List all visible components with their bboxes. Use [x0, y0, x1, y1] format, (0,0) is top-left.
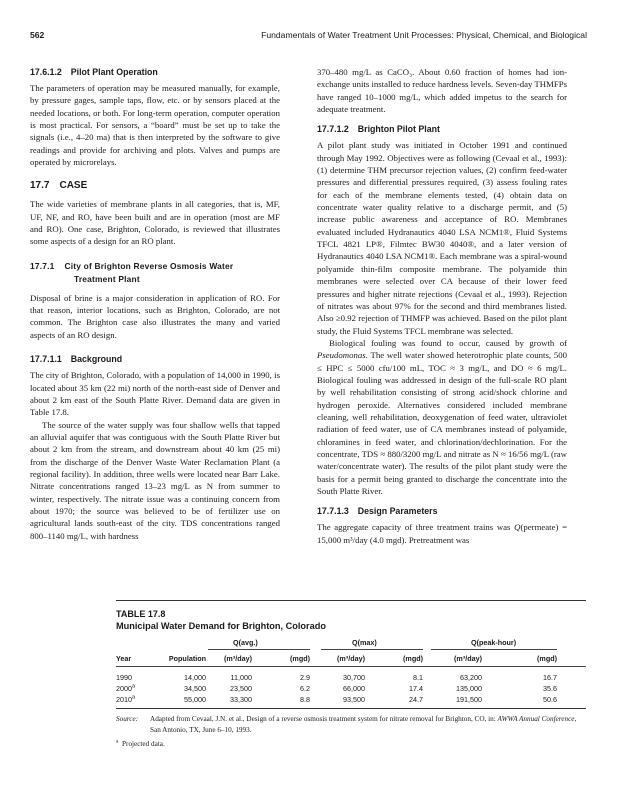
table-cell-avg-m3: 11,000 [230, 673, 252, 682]
col-header-avg-mgd: (mgd) [290, 654, 310, 663]
table-cell-peak-mgd: 16.7 [543, 673, 557, 682]
paragraph-pilot-plant-operation: The parameters of operation may be measured manually, for example, by pressure gages, sample taps, flow, etc. or by sensors placed at the needed locations, or both. For long-term operation, computer operation is most practical. For sensors, a “board” must be set up to take the signals (i.e., 4–20 ma) that is then interpreted by the software to give readings and provide for archiving and plots. Valves and pumps are operated by microrelays. [30, 83, 280, 168]
table-cell-peak-m3: 135,000 [456, 684, 482, 693]
col-header-population: Population [168, 654, 206, 663]
header-rule [116, 666, 586, 667]
table-cell-year: 2010$^a$ [116, 694, 136, 704]
paragraph-pilot-study: A pilot plant study was initiated in October 1991 and continued through May 1992. Objectives were as following (Cevaal et al., 1993): (1) determine THM precursor rejection values, (2) confirm feed-water pressures and differential pressures required, (3) assess fouling rates for each of the membrane elements tested, (4) obtain data on concentrate water quality relative to a discharge permit, and (5) increase public awareness and acceptance of RO. Membranes evaluated included Hydranautics 4040 LSA NCM1®, Fluid Systems TFCL 4821 LP®, Filmtec BW30 4040®, and a later version of Hydranautics 4040 LSA NCM1®. Each membrane was a spiral-wound polyamide thin-film composite membrane. The polyamide thin membranes were selected over CA because of their lower feed pressures and higher nitrate rejections (Cevaal et al., 1993). Rejection of nitrates was about 97% for the second and third membranes listed. Also ≥0.92 rejection of THMFP was achieved. Based on the pilot plant study, the Fluid Systems TFCL membrane was selected. [317, 140, 567, 336]
group-underline-peak [431, 649, 557, 650]
col-header-year: Year [116, 654, 132, 663]
section-heading-17-7: 17.7 CASE [30, 180, 88, 192]
table-title: Municipal Water Demand for Brighton, Colorado [116, 621, 326, 631]
group-header-q-avg: Q(avg.) [233, 638, 258, 647]
table-cell-avg-m3: 33,300 [230, 695, 252, 704]
paragraph-brine-disposal: Disposal of brine is a major consideration in application of RO. For that reason, interior locations, such as Brighton, Colorado, are not common. The Brighton case also illustrates the many and varied aspects of an RO design. [30, 292, 280, 340]
table-cell-peak-m3: 191,500 [456, 695, 482, 704]
paragraph-hardness: 370–480 mg/L as CaCO₃. About 0.60 fraction of homes had ion-exchange units installed to reduce hardness levels. Seven-day THMFPs have ranged 10–1000 mg/L, which added impetus to the search for adequate treatment. [317, 67, 567, 115]
col-header-peak-m3: (m³/day) [454, 654, 482, 663]
table-cell-max-mgd: 8.1 [413, 673, 423, 682]
paragraph-water-supply: The source of the water supply was four shallow wells that tapped an alluvial aquifer that was contiguous with the South Platte River but about 2 km from the stream, and downstream about 40 km (25 mi) from the discharge of the Denver Waste Water Reclamation Plant (a regional facility). In addition, three wells were located near Barr Lake. Nitrate concentrations ranged 13–23 mg/L as N from summer to winter, respectively. The nitrate issue was a continuing concern from about 1970; the source was believed to be of fertilizer use on agricultural lands south-east of the city. TDS concentrations ranged 800–1140 mg/L, with hardness [30, 419, 280, 541]
table-top-rule [116, 600, 586, 601]
section-heading-17-7-1-3: 17.7.1.3 Design Parameters [317, 506, 438, 517]
group-underline-max [321, 649, 423, 650]
table-cell-avg-mgd: 2.9 [300, 673, 310, 682]
paragraph-case: The wide varieties of membrane plants in all categories, that is, MF, UF, NF, and RO, have been built and are in operation (most are MF and RO). One case, Brighton, Colorado, is reviewed that illustrates some aspects of a design for an RO plant. [30, 199, 280, 247]
section-heading-17-7-1: 17.7.1 City of Brighton Reverse Osmosis Water Treatment Plant [30, 260, 234, 284]
table-cell-max-m3: 93,500 [343, 695, 365, 704]
left-column [30, 66, 280, 542]
page-number: 562 [30, 30, 45, 40]
table-cell-year: 2000$^a$ [116, 683, 136, 693]
table-cell-max-m3: 30,700 [343, 673, 365, 682]
group-header-q-max: Q(max) [352, 638, 377, 647]
table-label: TABLE 17.8 [116, 609, 166, 619]
group-header-q-peak-hour: Q(peak-hour) [471, 638, 517, 647]
footnote-a: $^a$ Projected data. [116, 738, 165, 748]
col-header-max-mgd: (mgd) [403, 654, 423, 663]
section-heading-17-7-1-2: 17.7.1.2 Brighton Pilot Plant [317, 124, 440, 135]
table-cell-avg-mgd: 6.2 [300, 684, 310, 693]
paragraph-biological-fouling: Biological fouling was found to occur, caused by growth of Pseudomonas. The well water showed heterotrophic plate counts, 500 ≤ HPC ≤ 5000 cfu/100 mL, TOC ≈ 3 mg/L, and DO ≈ 6 mg/L. Biological fouling was addressed in design of the full-scale RO plant by well rehabilitation consisting of strong acid/shock chlorine and hydrogen peroxide. Alternatives considered included membrane cleaning, well rehabilitation, deoxygenation of feed water, ultraviolet radiation of feed water, use of CA membranes instead of polyamide, chloramines in feed water, and chlorination/dechlorination. For the concentrate, TDS ≈ 880/3200 mg/L and nitrate as N ≈ 16/56 mg/L (raw water/concentrate water). The results of the pilot plant study were the basis for a permit being granted to discharge the concentrate into the South Platte River. [317, 337, 567, 496]
table-cell-population: 34,500 [184, 684, 206, 693]
col-header-peak-mgd: (mgd) [537, 654, 557, 663]
table-caption [116, 608, 586, 633]
running-title: Fundamentals of Water Treatment Unit Processes: Physical, Chemical, and Biological [261, 30, 587, 40]
table-cell-max-mgd: 17.4 [409, 684, 423, 693]
table-cell-peak-mgd: 35.6 [543, 684, 557, 693]
table-cell-peak-mgd: 50.6 [543, 695, 557, 704]
paragraph-design-parameters: The aggregate capacity of three treatment trains was Q(permeate) = 15,000 m³/day (4.0 mgd). Pretreatment was [317, 522, 567, 545]
table-cell-year: 1990 [116, 673, 132, 682]
source-text: Adapted from Cevaal, J.N. et al., Design of a reverse osmosis treatment system for nitrate removal for Brighton, CO, in: AWWA Annual Conference, San Antonio, TX, June 6–10, 1993. [150, 715, 577, 734]
section-heading-17-7-1-1: 17.7.1.1 Background [30, 354, 123, 365]
table-bottom-rule [116, 708, 586, 709]
table-cell-population: 14,000 [184, 673, 206, 682]
source-label: Source: [116, 715, 139, 723]
table-cell-max-mgd: 24.7 [409, 695, 423, 704]
right-column [317, 66, 567, 546]
table-cell-population: 55,000 [184, 695, 206, 704]
col-header-max-m3: (m³/day) [337, 654, 365, 663]
table-cell-avg-mgd: 8.8 [300, 695, 310, 704]
section-heading-17-6-1-2: 17.6.1.2 Pilot Plant Operation [30, 67, 158, 77]
group-underline-avg [208, 649, 310, 650]
table-cell-avg-m3: 23,500 [230, 684, 252, 693]
running-header [30, 30, 587, 44]
paragraph-background: The city of Brighton, Colorado, with a population of 14,000 in 1990, is located about 35 km (22 mi) north of the north-east side of Denver and about 2 km east of the South Platte River. Demand data are given in Table 17.8. [30, 370, 280, 418]
col-header-avg-m3: (m³/day) [224, 654, 252, 663]
table-cell-max-m3: 66,000 [343, 684, 365, 693]
table-cell-peak-m3: 63,200 [460, 673, 482, 682]
